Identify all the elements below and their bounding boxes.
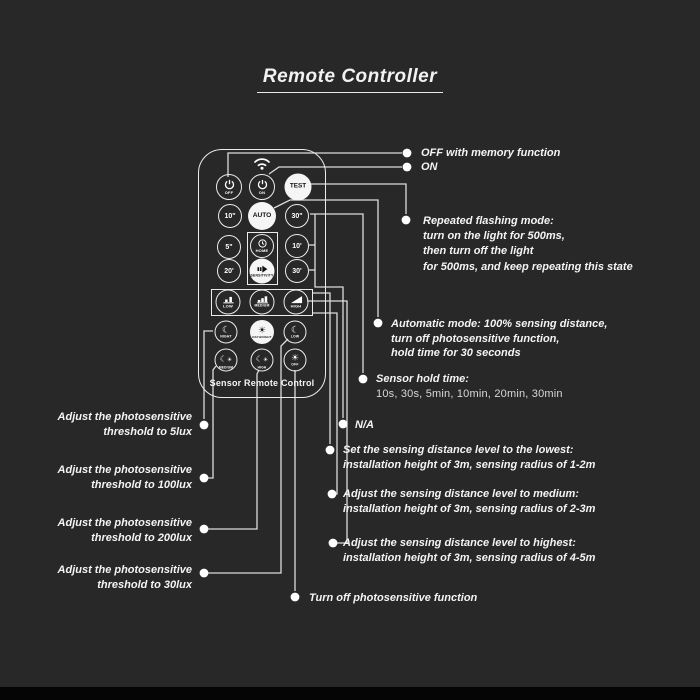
annotation-threshold-200lux [22,516,192,545]
timer-5s-button [217,235,241,259]
power-on-button [249,174,275,200]
button-label: HIGH [257,365,267,370]
lux-low-button [284,321,307,344]
lux-medium-button [215,349,238,372]
annotation-threshold-100lux [22,463,192,492]
annotation-text: Adjust the photosensitive [57,564,192,576]
signal-medium-icon [256,296,268,304]
moon-icon: ☾ [290,324,300,335]
timer-10s-button [218,204,242,228]
button-label: OFF [224,190,234,195]
annotation-text: threshold to 5lux [103,425,192,438]
button-label: 30" [291,212,303,220]
wifi-icon [251,156,273,170]
annotation-turn-off-photosensitive [309,591,477,606]
annotation-threshold-30lux [22,563,192,592]
fast-forward-arrow-icon [256,264,268,273]
button-label: 30' [292,267,302,275]
button-label: AUTO [252,211,272,219]
annotation-na [355,418,374,433]
power-icon [224,179,235,190]
test-button [285,174,312,201]
auto-button [248,202,276,230]
annotation-distance-highest [343,536,595,565]
annotation-detail: 10s, 30s, 5min, 10min, 20min, 30min [376,387,563,400]
timer-10min-button [285,234,309,258]
sensitivity-button [250,259,275,284]
annotation-sensor-hold-time [376,372,563,401]
annotation-text: installation height of 3m, sensing radius of 4-5m [343,551,596,564]
annotation-text: threshold to 30lux [97,578,192,591]
annotation-text: ON [421,161,438,173]
power-icon [257,179,268,190]
timer-20min-button [217,259,241,283]
button-label: MEDIUM [254,303,270,308]
distance-high-button [284,290,309,315]
page-title: Remote Controller [0,66,700,93]
annotation-distance-lowest [343,443,595,472]
annotation-text: Turn off photosensitive function [309,592,478,604]
annotation-text: N/A [355,419,374,431]
button-label: LOW [290,334,300,339]
annotation-distance-medium [343,487,595,516]
annotation-off-memory [421,146,560,161]
distance-low-button [216,290,241,315]
timer-30min-button [285,259,309,283]
sun-icon: ☀ [257,324,267,335]
lux-night-button [215,321,238,344]
button-label: SENSITIVITY [250,273,274,278]
button-label: 5" [225,243,233,251]
annotation-text: Set the sensing distance level to the lowest: [343,444,574,456]
annotation-text: Adjust the sensing distance level to highest: [343,537,576,549]
button-label: HIGH [290,303,302,309]
button-label: 10' [292,242,302,250]
annotation-text: for 500ms, and keep repeating this state [423,260,633,273]
button-label: ON [258,190,266,195]
button-label: HOME [255,248,269,253]
button-label: 10" [224,212,236,220]
annotation-text: threshold to 100lux [91,478,192,491]
annotation-text: installation height of 3m, sensing radius of 2-3m [343,502,596,515]
button-label: 20' [224,267,234,275]
annotation-text: Adjust the sensing distance level to medium: [343,488,579,500]
lux-daynight-button [250,320,274,344]
button-label: LOW [223,303,233,309]
moon-sun-icon: ☾☀ [219,354,233,364]
bottom-band [0,687,700,700]
annotation-repeated-flashing [423,214,633,275]
timer-30s-button [285,204,309,228]
remote-footer-label: Sensor Remote Control [209,378,315,388]
annotation-on [421,160,438,175]
remote-controller [198,149,326,398]
annotation-text: OFF with memory function [421,147,561,159]
sun-icon: ☀ [290,352,300,363]
annotation-text: Repeated flashing mode: [423,215,554,227]
annotation-text: Adjust the photosensitive [57,517,192,529]
button-label: MEDIUM [218,365,234,370]
annotation-text: Automatic mode: 100% sensing distance, [391,318,608,330]
moon-icon: ☾ [221,324,231,335]
distance-medium-button [250,290,275,315]
annotation-automatic-mode [391,317,607,361]
annotation-text: turn on the light for 500ms, [423,230,565,243]
button-label: TEST [289,182,307,190]
signal-low-icon [222,296,234,304]
button-label: NIGHT [220,334,232,339]
signal-high-icon [290,296,302,304]
annotation-text: installation height of 3m, sensing radius of 1-2m [343,458,596,471]
button-label: DAY&NIGHT [252,334,272,339]
annotation-text: then turn off the light [423,245,534,258]
power-off-button [216,174,242,200]
annotation-text: Adjust the photosensitive [57,464,192,476]
annotation-text: Adjust the photosensitive [57,411,192,423]
lux-off-button [284,349,307,372]
annotation-threshold-5lux [22,410,192,439]
annotation-text: hold time for 30 seconds [391,347,521,360]
home-button [250,234,274,258]
annotation-text: threshold to 200lux [91,531,192,544]
annotation-text: turn off photosensitive function, [391,332,560,345]
clock-icon [258,239,267,248]
annotation-title: Sensor hold time: [376,373,469,385]
moon-sun-icon: ☾☀ [255,354,269,364]
lux-high-button [251,349,274,372]
button-label: OFF [291,362,299,367]
